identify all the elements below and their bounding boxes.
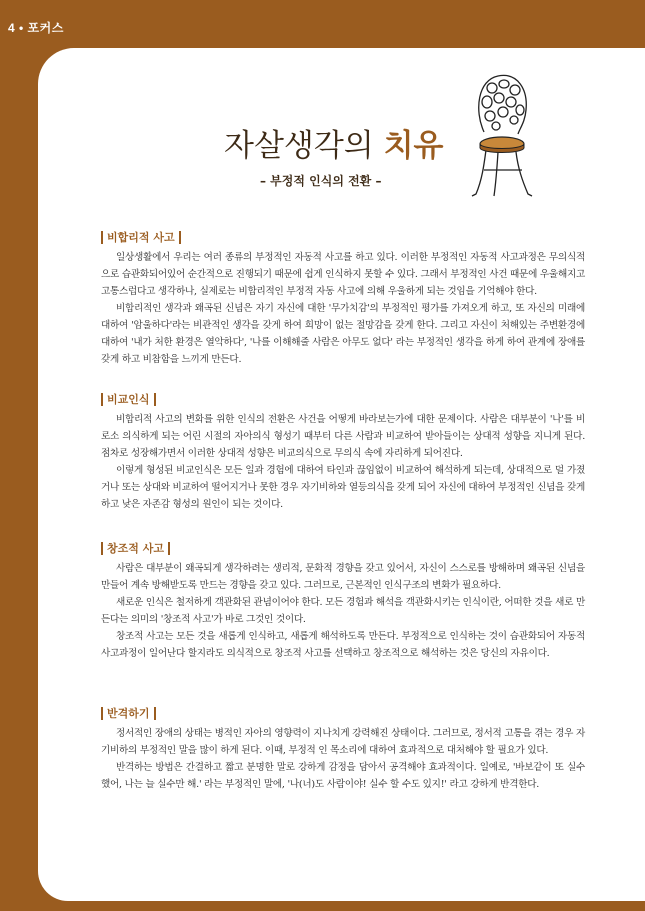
paragraph: 새로운 인식은 철저하게 객관화된 관념이어야 한다. 모든 경험과 해석을 객관화시키는 인식이란, 어떠한 것을 새로 만든다는 의미의 '창조적 사고'가 바로 그것인 것이다.: [101, 597, 585, 625]
heading-bar: [154, 707, 156, 720]
paragraph: 사람은 대부분이 왜곡되게 생각하려는 생리적, 문화적 경향을 갖고 있어서, 자신이 스스로를 방해하며 왜곡된 신념을 만들어 계속 방해받도록 만드는 경향을 갖고 있다. 그러므로, 근본적인 인식구조의 변화가 필요하다.: [101, 563, 585, 591]
heading-bar: [101, 231, 103, 244]
page-number-label: 4 • 포커스: [8, 21, 64, 35]
section-heading: [101, 229, 585, 245]
page-title: [224, 120, 444, 165]
section-body: [101, 725, 585, 793]
paragraph: 일상생활에서 우리는 여러 종류의 부정적인 자동적 사고를 하고 있다. 이러한 부정적인 자동적 사고과정은 무의식적으로 습관화되어있어 순간적으로 진행되기 때문에 쉽게 인식하지 못할 수 있다. 그래서 부정적인 사건 때문에 우울해지고 고통스럽다고 생각하나, 실제로는 비합리적인 부정적 자동 사고에 의해 우울하게 되는 것임을 기억해야 한다.: [101, 252, 585, 297]
chair-illustration: [470, 70, 534, 200]
section-heading: [101, 391, 585, 407]
section-heading: [101, 705, 585, 721]
section-heading: [101, 540, 585, 556]
heading-bar: [101, 393, 103, 406]
paragraph: 정서적인 장애의 상태는 병적인 자아의 영향력이 지나치게 강력해진 상태이다. 그러므로, 정서적 고통을 겪는 경우 자기비하의 부정적인 말을 많이 하게 된다. 이때, 부정적 인 목소리에 대하여 효과적으로 대처해야 할 필요가 있다.: [101, 728, 585, 756]
heading-bar: [168, 542, 170, 555]
paragraph: 비합리적 사고의 변화를 위한 인식의 전환은 사건을 어떻게 바라보는가에 대한 문제이다. 사람은 대부분이 '나'를 비로소 의식하게 되는 어린 시절의 자아의식 형성기 때부터 다른 사람과 비교하여 받아들이는 상대적 성향을 지니게 된다. 점차로 성장해가면서 이러한 상대적 성향은 비교의식으로 무의식 속에 자리하게 되어진다.: [101, 414, 585, 459]
section-body: [101, 411, 585, 513]
title-accent: 치유: [383, 128, 444, 164]
heading-bar: [101, 542, 103, 555]
heading-bar: [101, 707, 103, 720]
section-title: 비교인식: [107, 393, 150, 406]
paragraph: 창조적 사고는 모든 것을 새롭게 인식하고, 새롭게 해석하도록 만든다. 부정적으로 인식하는 것이 습관화되어 자동적 사고과정이 일어난다 할지라도 의식적으로 창조적 사고를 선택하고 창조적으로 해석하는 것은 당신의 자유이다.: [101, 631, 585, 659]
section-body: [101, 560, 585, 662]
section-comparison: [101, 391, 585, 513]
heading-bar: [154, 393, 156, 406]
section-body: [101, 249, 585, 368]
title-main: 자살생각의: [224, 128, 384, 164]
section-title: 창조적 사고: [107, 542, 164, 555]
section-irrational-thinking: [101, 229, 585, 368]
heading-bar: [179, 231, 181, 244]
section-counterattack: [101, 705, 585, 793]
paragraph: 비합리적인 생각과 왜곡된 신념은 자기 자신에 대한 '무가치감'의 부정적인 평가를 가져오게 하고, 또 자신의 미래에 대하여 '암울하다'라는 비관적인 생각을 갖게 하여 희망이 없는 절망감을 갖게 한다. 그리고 자신이 처해있는 주변환경에 대하여 '내가 처한 환경은 열악하다', '나를 이해해줄 사람은 아무도 없다' 라는 부정적인 생각을 하게 하여 관계에 장애를 갖게 하고 비참함을 느끼게 만든다.: [101, 303, 585, 365]
section-creative-thinking: [101, 540, 585, 662]
paragraph: 이렇게 형성된 비교인식은 모든 일과 경험에 대하여 타인과 끊임없이 비교하여 해석하게 되는데, 상대적으로 덜 가졌거나 또는 상대와 비교하여 떨어지거나 못한 경우 자기비하와 열등의식을 갖게 되어 자신에 대하여 부정적인 신념을 갖게 하고 낮은 자존감 형성의 원인이 되는 것이다.: [101, 465, 585, 510]
section-title: 반격하기: [107, 707, 150, 720]
paragraph: 반격하는 방법은 간결하고 짧고 분명한 말로 강하게 감정을 담아서 공격해야 효과적이다. 일예로, '바보같이 또 실수했어, 나는 늘 실수만 해.' 라는 부정적인 말에, '나(너)도 사람이야! 실수 할 수도 있지!' 라고 강하게 반격한다.: [101, 762, 585, 790]
page-subtitle: – 부정적 인식의 전환 –: [260, 174, 382, 188]
section-title: 비합리적 사고: [107, 231, 175, 244]
